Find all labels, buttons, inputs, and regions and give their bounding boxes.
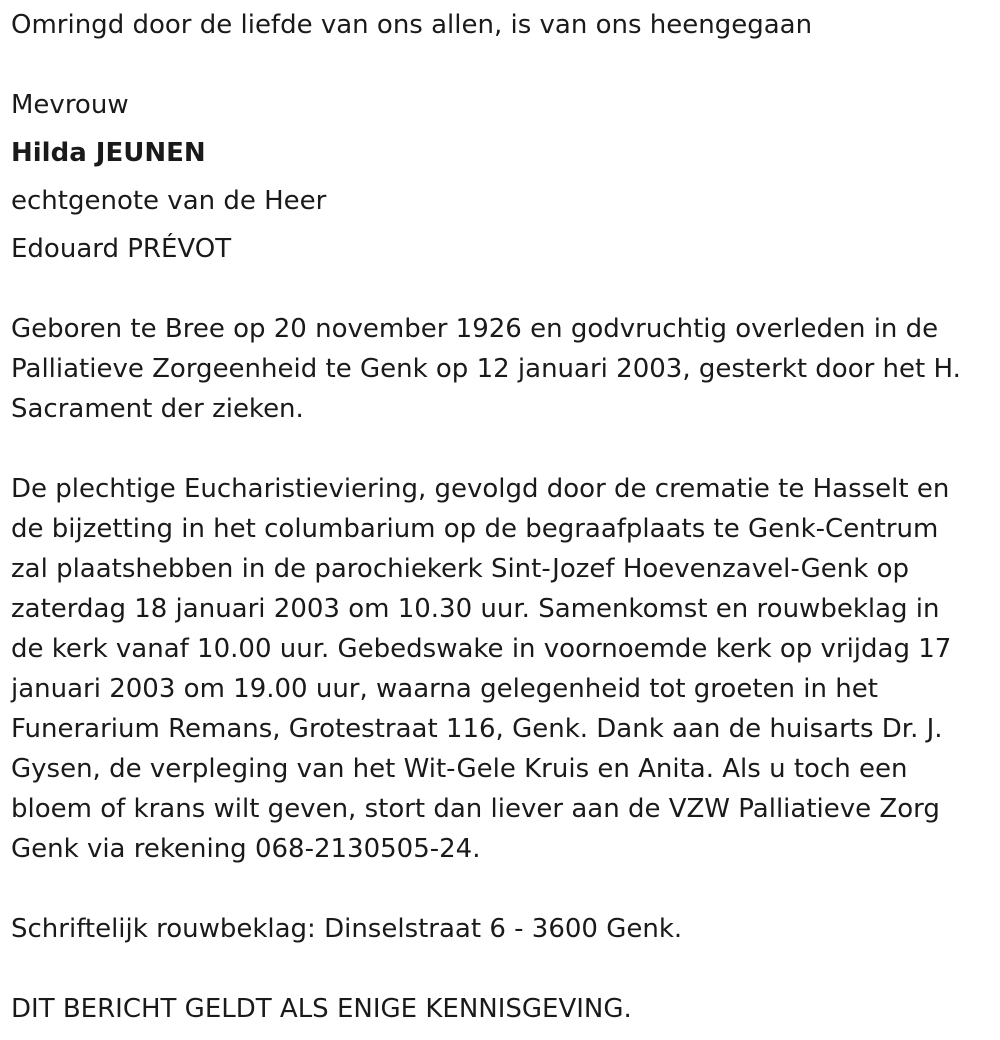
relation-text: echtgenote van de Heer: [11, 186, 327, 216]
honorific: Mevrouw: [11, 90, 129, 120]
paragraph-line: Geboren te Bree op 20 november 1926 en godvruchtig overleden in de: [11, 314, 939, 344]
ceremony-paragraph: [11, 469, 986, 869]
birth-death-paragraph: [11, 309, 986, 429]
spouse-name: Edouard PRÉVOT: [11, 234, 232, 264]
paragraph-line: Genk via rekening 068-2130505-24.: [11, 834, 481, 864]
paragraph-line: Palliatieve Zorgeenheid te Genk op 12 januari 2003, gesterkt door het H.: [11, 354, 961, 384]
paragraph-line: januari 2003 om 19.00 uur, waarna gelegenheid tot groeten in het: [11, 674, 878, 704]
closing-statement: DIT BERICHT GELDT ALS ENIGE KENNISGEVING.: [11, 994, 632, 1024]
condolence-address: Schriftelijk rouwbeklag: Dinselstraat 6 - 3600 Genk.: [11, 914, 683, 944]
intro-text: Omringd door de liefde van ons allen, is van ons heengegaan: [11, 10, 813, 40]
paragraph-line: zaterdag 18 januari 2003 om 10.30 uur. Samenkomst en rouwbeklag in: [11, 594, 940, 624]
paragraph-line: bloem of krans wilt geven, stort dan liever aan de VZW Palliatieve Zorg: [11, 794, 940, 824]
paragraph-line: de kerk vanaf 10.00 uur. Gebedswake in voornoemde kerk op vrijdag 17: [11, 634, 952, 664]
paragraph-line: Sacrament der zieken.: [11, 394, 304, 424]
paragraph-line: Gysen, de verpleging van het Wit-Gele Kruis en Anita. Als u toch een: [11, 754, 908, 784]
paragraph-line: Funerarium Remans, Grotestraat 116, Genk. Dank aan de huisarts Dr. J.: [11, 714, 943, 744]
deceased-name: Hilda JEUNEN: [11, 138, 206, 168]
paragraph-line: de bijzetting in het columbarium op de begraafplaats te Genk-Centrum: [11, 514, 939, 544]
paragraph-line: De plechtige Eucharistieviering, gevolgd door de crematie te Hasselt en: [11, 474, 950, 504]
paragraph-line: zal plaatshebben in de parochiekerk Sint-Jozef Hoevenzavel-Genk op: [11, 554, 910, 584]
